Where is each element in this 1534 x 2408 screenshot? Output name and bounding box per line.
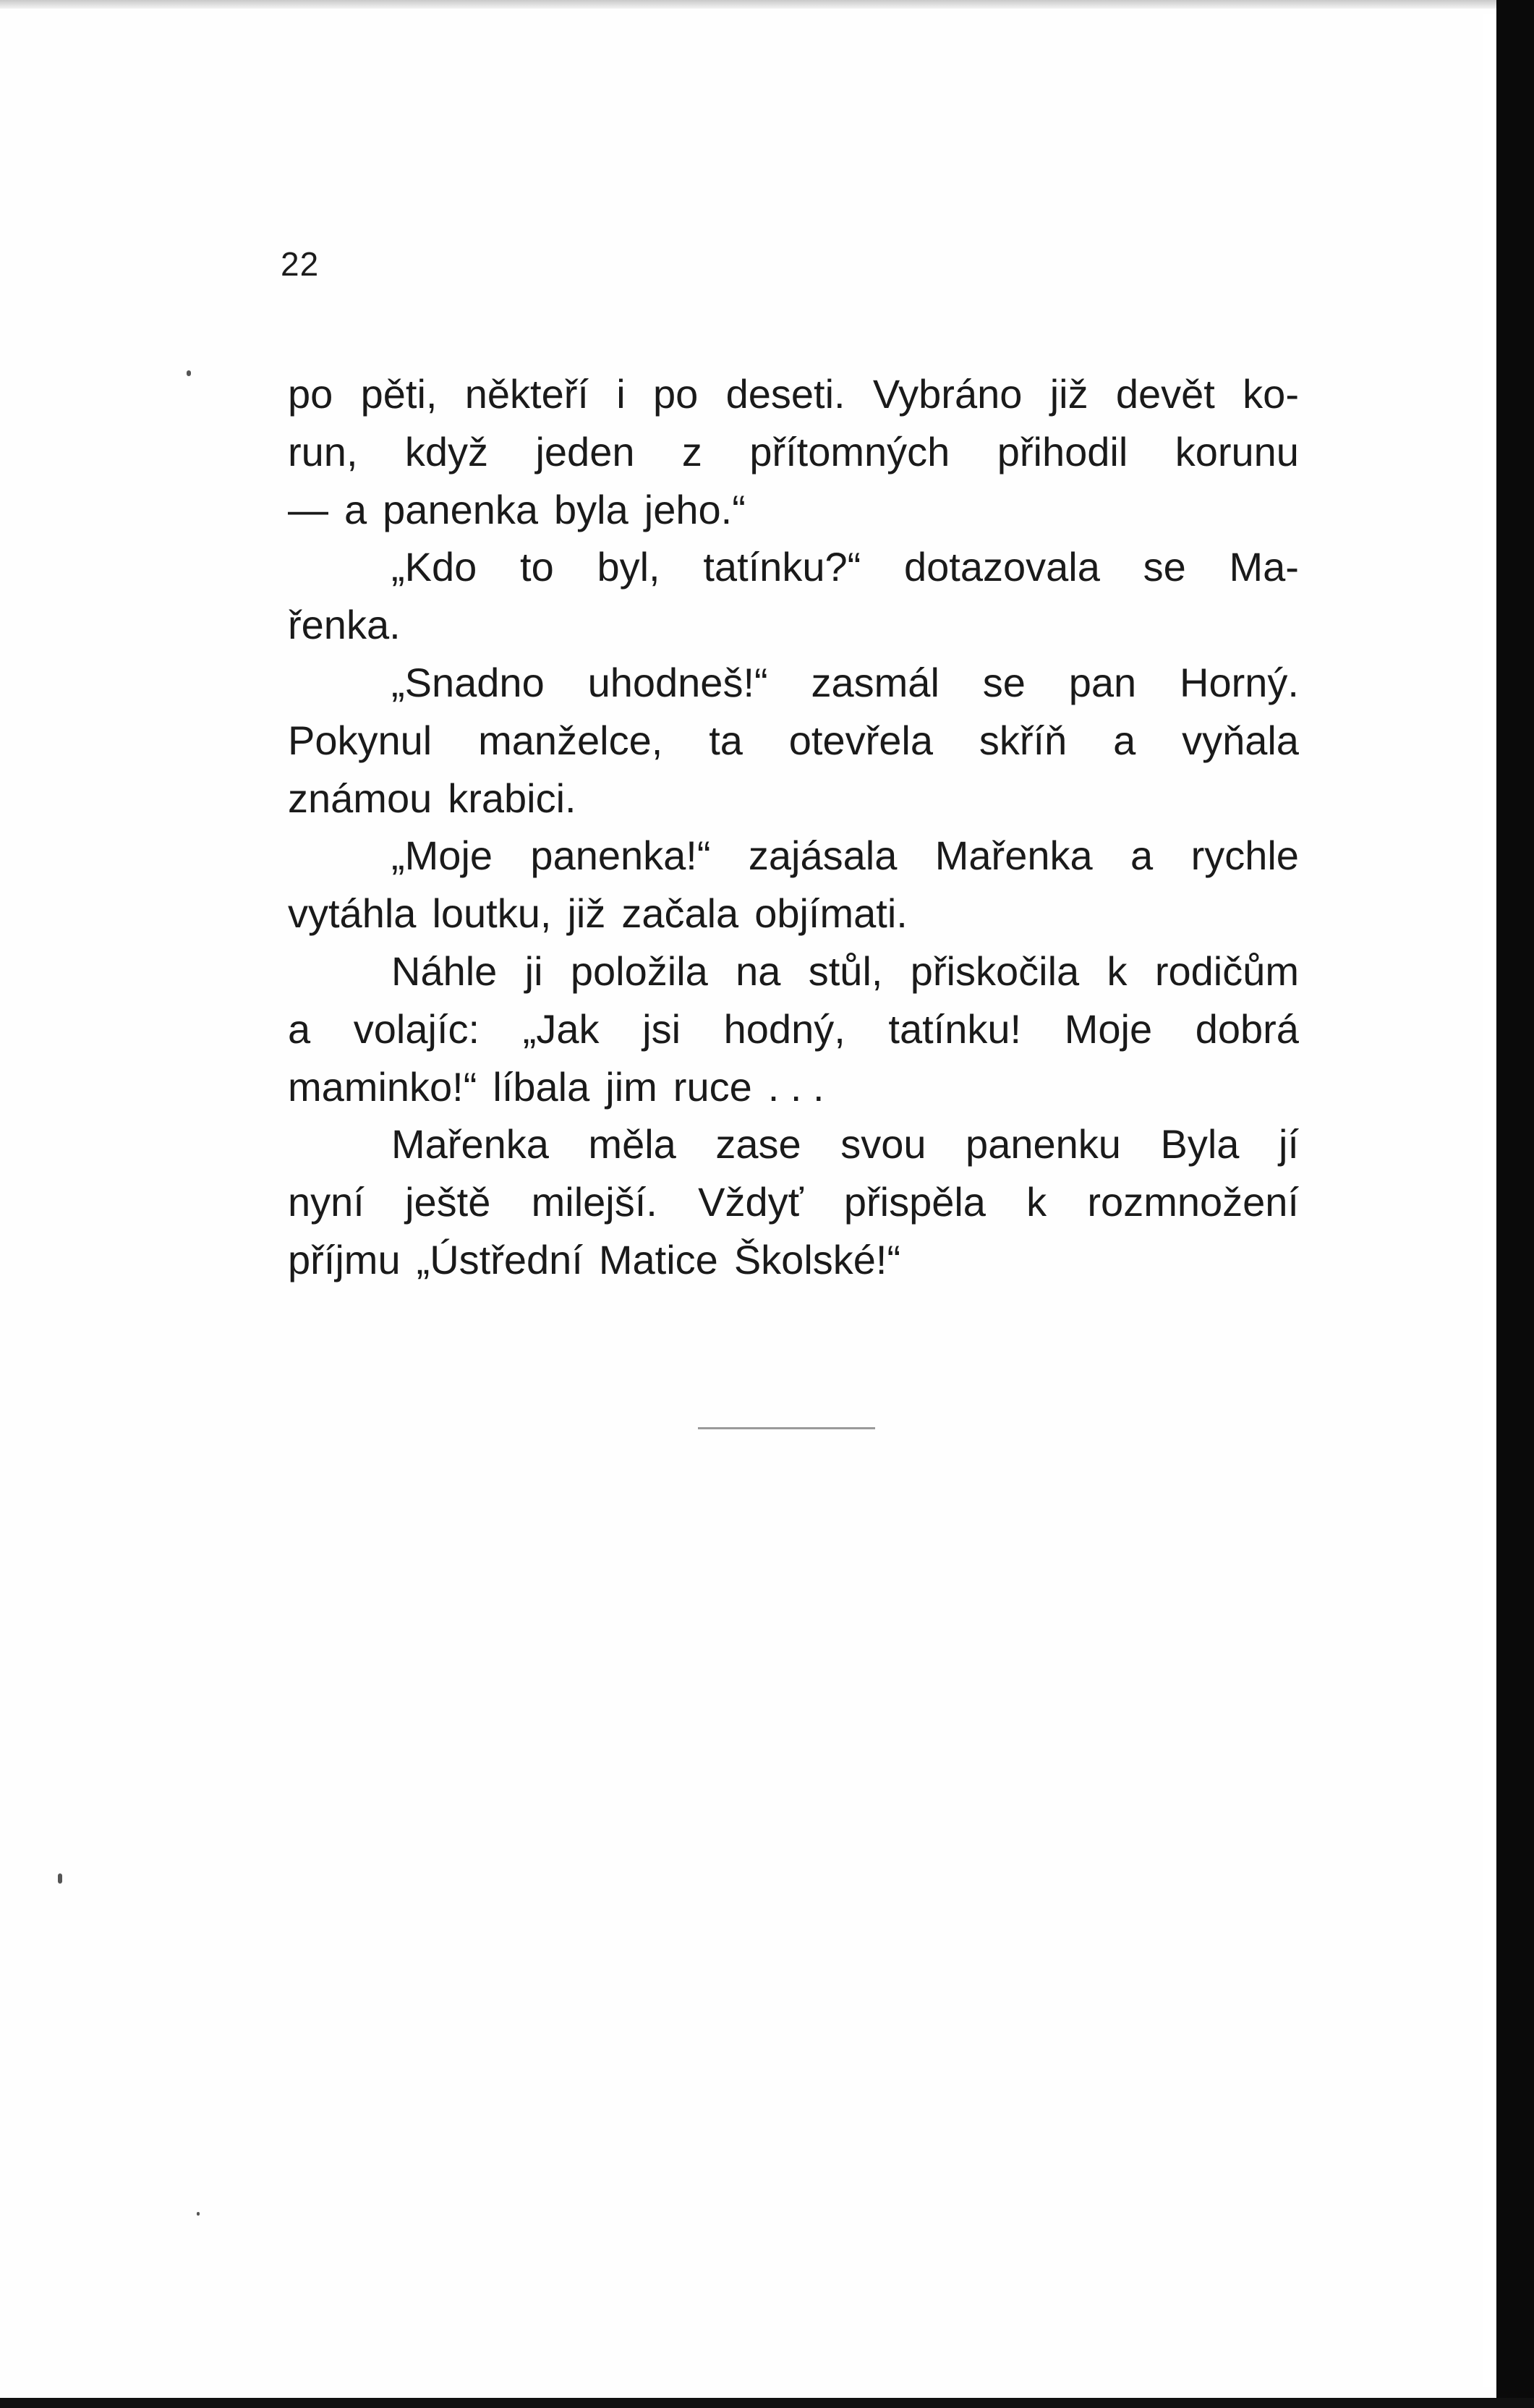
text-word: rozmnožení (1087, 1179, 1299, 1225)
text-word: korunu (1175, 428, 1299, 475)
text-line (288, 1173, 1299, 1231)
text-line (288, 770, 1299, 828)
text-word: Matice (598, 1236, 718, 1282)
text-word: zase (715, 1121, 801, 1167)
text-word: dobrá (1195, 1005, 1299, 1052)
text-word: jeden (535, 428, 635, 475)
text-line (288, 1058, 1299, 1116)
scan-speck (187, 370, 191, 376)
text-word: Náhle (391, 948, 498, 994)
page-margin-strip (1483, 14, 1496, 2387)
text-word: rychle (1190, 833, 1299, 879)
text-word: dotazovala (904, 544, 1100, 590)
text-word: panenka!“ (530, 833, 711, 879)
text-word: run, (288, 428, 358, 475)
text-word: uhodneš!“ (587, 659, 768, 705)
text-word: a (344, 486, 367, 532)
text-word: svou (840, 1121, 926, 1167)
text-word: hodný, (723, 1005, 845, 1052)
text-word: ko- (1243, 371, 1299, 417)
text-word: na (736, 948, 781, 994)
text-word: a (1113, 717, 1136, 763)
text-word: se (982, 659, 1026, 705)
text-word: již (567, 890, 606, 937)
text-word: Pokynul (288, 717, 432, 763)
text-word: „Jak (522, 1005, 600, 1052)
text-word: to (520, 544, 554, 590)
text-word: — (288, 486, 328, 532)
text-line (288, 365, 1299, 423)
text-word: líbala (493, 1063, 590, 1110)
text-word: zasmál (811, 659, 939, 705)
text-word: po (653, 371, 699, 417)
text-line (288, 827, 1299, 885)
text-word: se (1143, 544, 1186, 590)
text-word: otevřela (788, 717, 933, 763)
text-word: ruce (673, 1063, 752, 1110)
text-word: Vybráno (872, 371, 1023, 417)
text-word: Mařenka (391, 1121, 549, 1167)
text-line (288, 712, 1299, 770)
text-word: objímati. (754, 890, 908, 937)
section-separator-rule (698, 1427, 875, 1429)
text-word: i (616, 371, 626, 417)
text-word: zajásala (748, 833, 898, 879)
text-word: položila (570, 948, 708, 994)
text-line (288, 481, 1299, 539)
text-word: manželce, (478, 717, 663, 763)
text-word: stůl, (808, 948, 883, 994)
text-word: k (1026, 1179, 1047, 1225)
text-line (288, 1000, 1299, 1058)
text-word: jí (1278, 1121, 1299, 1167)
text-word: a (1130, 833, 1154, 879)
text-word: z (681, 428, 702, 475)
text-word: devět (1115, 371, 1215, 417)
scan-speck (197, 2212, 200, 2216)
text-word: přítomných (749, 428, 950, 475)
text-word: ji (524, 948, 543, 994)
text-word: Moje (1064, 1005, 1153, 1052)
text-word: přispěla (843, 1179, 986, 1225)
text-line (288, 885, 1299, 943)
text-line (288, 943, 1299, 1000)
text-word: již (1049, 371, 1088, 417)
text-word: přihodil (997, 428, 1128, 475)
text-line (288, 423, 1299, 481)
text-word: když (404, 428, 489, 475)
text-word: známou (288, 775, 432, 821)
text-word: přiskočila (910, 948, 1080, 994)
text-word: řenka. (288, 602, 401, 648)
text-word: začala (621, 890, 739, 937)
text-word: vytáhla (288, 890, 417, 937)
text-line (288, 654, 1299, 712)
text-word: milejší. (531, 1179, 657, 1225)
text-word: rodičům (1154, 948, 1299, 994)
text-word: volajíc: (353, 1005, 480, 1052)
text-word: Horný. (1180, 659, 1299, 705)
text-word: deseti. (725, 371, 845, 417)
text-word: Vždyť (698, 1179, 804, 1225)
text-word: Mařenka (934, 833, 1093, 879)
text-line (288, 1231, 1299, 1289)
text-word: k (1107, 948, 1128, 994)
text-word: jim (605, 1063, 657, 1110)
body-text (288, 365, 1299, 1289)
text-word: Školské!“ (733, 1236, 901, 1282)
text-word: vyňala (1182, 717, 1299, 763)
text-word: „Moje (391, 833, 493, 879)
text-word: někteří (464, 371, 589, 417)
text-word: . . . (767, 1063, 824, 1110)
text-word: příjmu (288, 1236, 401, 1282)
text-word: jsi (642, 1005, 681, 1052)
text-word: pan (1068, 659, 1137, 705)
text-word: a (288, 1005, 311, 1052)
text-word: Byla (1160, 1121, 1240, 1167)
text-word: loutku, (432, 890, 552, 937)
text-word: skříň (979, 717, 1068, 763)
text-word: měla (588, 1121, 676, 1167)
text-word: tatínku! (888, 1005, 1022, 1052)
text-word: pěti, (360, 371, 438, 417)
scan-bottom-edge (0, 2398, 1534, 2408)
scan-speck (58, 1873, 62, 1884)
text-word: „Snadno (391, 659, 545, 705)
page-number: 22 (281, 245, 320, 283)
text-word: byla (554, 486, 628, 532)
text-word: „Ústřední (416, 1236, 583, 1282)
text-word: byl, (597, 544, 660, 590)
scan-top-edge (0, 0, 1534, 9)
text-line (288, 596, 1299, 654)
text-word: ta (709, 717, 743, 763)
text-word: maminko!“ (288, 1063, 477, 1110)
text-word: po (288, 371, 333, 417)
text-word: Ma- (1229, 544, 1299, 590)
text-line (288, 1115, 1299, 1173)
text-word: ještě (405, 1179, 491, 1225)
scan-right-edge (1496, 0, 1534, 2408)
text-word: nyní (288, 1179, 365, 1225)
text-word: panenku (966, 1121, 1121, 1167)
text-word: jeho.“ (644, 486, 746, 532)
text-word: „Kdo (391, 544, 477, 590)
text-line (288, 538, 1299, 596)
text-word: panenka (383, 486, 539, 532)
text-word: tatínku?“ (703, 544, 861, 590)
text-word: krabici. (448, 775, 576, 821)
